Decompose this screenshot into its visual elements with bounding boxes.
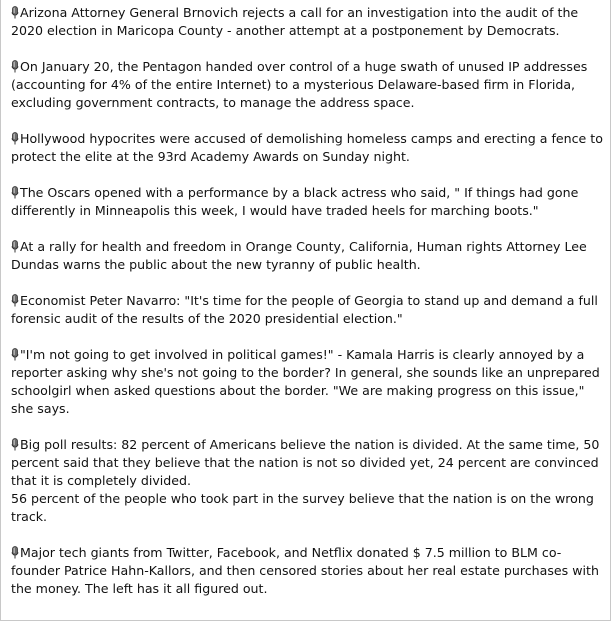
news-text-content: Major tech giants from Twitter, Facebook, and Netflix donated $ 7.5 million to BLM co-founder Patrice Hahn-Kallors, and then censored stories about her real estate purchases with the money. The left has it all figured out. [11, 545, 599, 596]
news-text [11, 238, 605, 274]
news-text [11, 544, 605, 598]
news-text [11, 4, 605, 40]
news-text-content: Big poll results: 82 percent of Americans believe the nation is divided. At the same time, 50 percent said that they believe that the nation is not so divided yet, 24 percent are convinced that it is completely divided. [11, 437, 600, 488]
news-text-content: On January 20, the Pentagon handed over control of a huge swath of unused IP addresses (accounting for 4% of the entire Internet) to a mysterious Delaware-based firm in Florida, excluding government contracts, to manage the address space. [11, 59, 588, 110]
news-text [11, 436, 605, 490]
news-text-content: "I'm not going to get involved in political games!" - Kamala Harris is clearly annoyed by a reporter asking why she's not going to the border? In general, she sounds like an unprepared schoolgirl when asked questions about the border. "We are making progress on this issue," she says. [11, 347, 600, 416]
news-text-content: Arizona Attorney General Brnovich rejects a call for an investigation into the audit of the 2020 election in Maricopa County - another attempt at a postponement by Democrats. [11, 5, 579, 38]
microphone-icon [11, 60, 19, 73]
microphone-icon [11, 294, 19, 307]
news-item [11, 238, 605, 274]
microphone-icon [11, 240, 19, 253]
news-feed [11, 4, 605, 616]
microphone-icon [11, 132, 19, 145]
microphone-icon [11, 546, 19, 559]
news-text-content: At a rally for health and freedom in Orange County, California, Human rights Attorney Lee Dundas warns the public about the new tyranny of public health. [11, 239, 587, 272]
news-text-content: Hollywood hypocrites were accused of demolishing homeless camps and erecting a fence to protect the elite at the 93rd Academy Awards on Sunday night. [11, 131, 603, 164]
news-item [11, 58, 605, 112]
news-text [11, 490, 605, 526]
news-text [11, 58, 605, 112]
news-text [11, 346, 605, 418]
news-text-content: The Oscars opened with a performance by a black actress who said, " If things had gone differently in Minneapolis this week, I would have traded heels for marching boots." [11, 185, 579, 218]
news-item [11, 292, 605, 328]
microphone-icon [11, 348, 19, 361]
news-item [11, 184, 605, 220]
news-item [11, 346, 605, 418]
microphone-icon [11, 6, 19, 19]
news-text [11, 130, 605, 166]
news-item [11, 544, 605, 598]
news-text-content: 56 percent of the people who took part in the survey believe that the nation is on the wrong track. [11, 491, 594, 524]
news-text [11, 292, 605, 328]
microphone-icon [11, 438, 19, 451]
news-text-content: Economist Peter Navarro: "It's time for the people of Georgia to stand up and demand a full forensic audit of the results of the 2020 presidential election." [11, 293, 598, 326]
news-item [11, 130, 605, 166]
microphone-icon [11, 186, 19, 199]
news-item [11, 4, 605, 40]
news-text [11, 184, 605, 220]
news-item [11, 436, 605, 526]
